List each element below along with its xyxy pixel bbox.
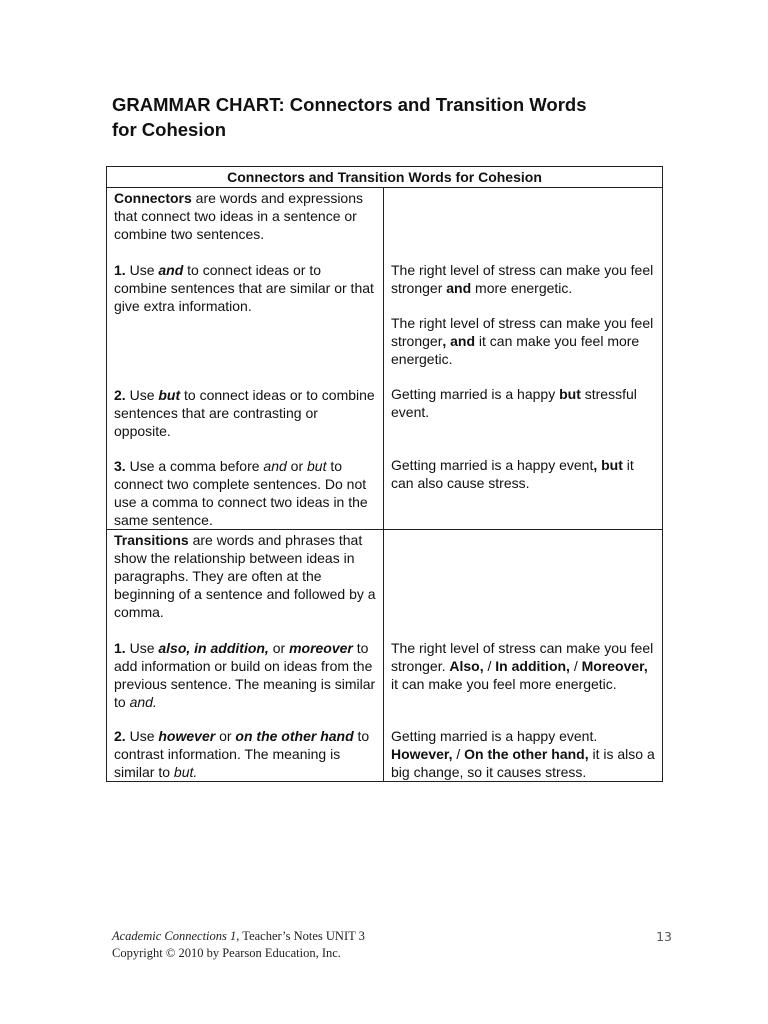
footer-source — [112, 928, 672, 945]
transitions-examples-cell — [384, 530, 663, 782]
transitions-section-row — [107, 530, 663, 782]
transitions-term: Transitions — [114, 532, 189, 548]
connectors-example-2: Getting married is a happy but stressful event. — [391, 386, 637, 420]
connectors-term: Connectors — [114, 190, 192, 206]
connectors-rule-1: 1. Use and to connect ideas or to combine sentences that are similar or that give extra information. — [114, 262, 374, 314]
page-number: 13 — [656, 929, 672, 944]
connectors-rule-3: 3. Use a comma before and or but to connect two complete sentences. Do not use a comma to connect two ideas in the same sentence. — [114, 458, 368, 528]
connectors-example-3: Getting married is a happy event, but it can also cause stress. — [391, 457, 634, 491]
page-title — [112, 92, 672, 142]
connectors-examples-cell — [384, 188, 663, 530]
keyword-and: and — [158, 262, 184, 278]
transitions-rules-cell — [107, 530, 384, 782]
table-header-row — [107, 167, 663, 188]
footer-copyright: Copyright © 2010 by Pearson Education, Inc. — [112, 946, 341, 960]
connectors-rule-2: 2. Use but to connect ideas or to combine sentences that are contrasting or opposite. — [114, 387, 375, 439]
footer-book-title: Academic Connections 1, — [112, 929, 240, 943]
transitions-rule-1: 1. Use also, in addition, or moreover to add information or build on ideas from the previous sentence. The meaning is similar to and. — [114, 640, 376, 710]
page-footer — [112, 928, 672, 962]
connectors-example-1b: The right level of stress can make you feel stronger, and it can make you feel more energetic. — [391, 315, 654, 367]
connectors-section-row — [107, 188, 663, 530]
transitions-example-1: The right level of stress can make you feel stronger. Also, / In addition, / Moreover, it can make you feel more energetic. — [391, 640, 654, 692]
table-header: Connectors and Transition Words for Cohesion — [107, 167, 663, 188]
page-title-line-1: GRAMMAR CHART: Connectors and Transition Words — [112, 94, 587, 115]
transitions-example-2: Getting married is a happy event. However, / On the other hand, it is also a big change, so it causes stress. — [391, 728, 655, 780]
transitions-definition: Transitions are words and phrases that show the relationship between ideas in paragraphs. They are often at the beginning of a sentence and followed by a comma. — [114, 532, 376, 620]
connectors-definition: Connectors are words and expressions that connect two ideas in a sentence or combine two sentences. — [114, 190, 363, 242]
connectors-example-1a: The right level of stress can make you feel stronger and more energetic. — [391, 262, 654, 296]
keyword-but: but — [158, 387, 181, 403]
grammar-chart-table — [106, 166, 663, 782]
page-title-line-2: for Cohesion — [112, 119, 227, 140]
transitions-rule-2: 2. Use however or on the other hand to contrast information. The meaning is similar to but. — [114, 728, 370, 780]
connectors-rules-cell — [107, 188, 384, 530]
footer-notes: Teacher’s Notes UNIT 3 — [239, 929, 365, 943]
